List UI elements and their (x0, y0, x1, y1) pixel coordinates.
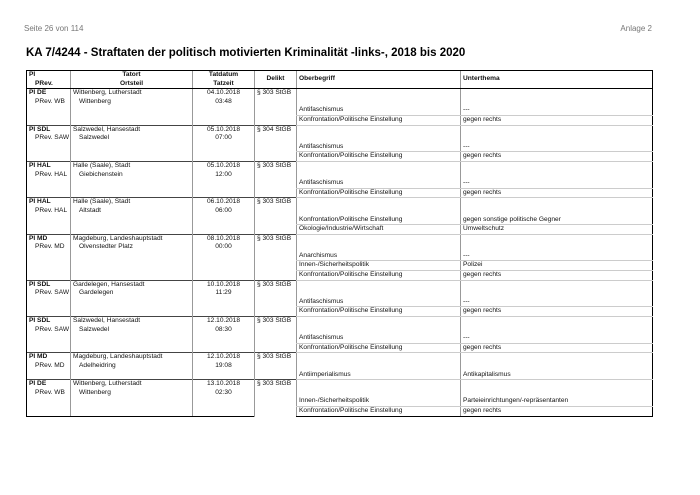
cell-empty (71, 115, 193, 125)
cell-empty (461, 289, 653, 298)
cell-empty (27, 334, 71, 343)
cell-delikt: § 303 StGB (255, 317, 297, 353)
table-row (27, 98, 653, 107)
cell-empty (193, 298, 255, 307)
cell-zeit: 03:48 (193, 98, 255, 107)
cell-empty (461, 389, 653, 398)
cell-pi: PI SDL (27, 125, 71, 134)
table-row (27, 243, 653, 252)
cell-pi: PI DE (27, 380, 71, 389)
theme-row (27, 334, 653, 343)
cell-zeit: 19:08 (193, 362, 255, 371)
cell-oberbegriff: Konfrontation/Politische Einstellung (297, 152, 461, 162)
cell-empty (71, 152, 193, 162)
cell-oberbegriff: Konfrontation/Politische Einstellung (297, 115, 461, 125)
cell-ortsteil: Wittenberg (71, 98, 193, 107)
theme-row (27, 261, 653, 271)
cell-prev: PRev. WB (27, 389, 71, 398)
cell-empty (193, 115, 255, 125)
cell-empty (193, 406, 255, 416)
table-row (27, 289, 653, 298)
cell-empty (193, 179, 255, 188)
cell-unterthema: --- (461, 179, 653, 188)
cell-empty (461, 161, 653, 170)
cell-datum: 04.10.2018 (193, 89, 255, 98)
theme-row (27, 252, 653, 261)
cell-delikt: § 303 StGB (255, 161, 297, 197)
cell-empty (193, 334, 255, 343)
col-header-oberbegriff: Oberbegriff (297, 71, 461, 89)
theme-row (27, 188, 653, 198)
cell-empty (193, 371, 255, 380)
cell-unterthema: gegen rechts (461, 188, 653, 198)
cell-delikt: § 303 StGB (255, 198, 297, 234)
cell-ortsteil: Salzwedel (71, 134, 193, 143)
theme-row (27, 307, 653, 317)
table-row (27, 362, 653, 371)
table-row (27, 207, 653, 216)
cell-zeit: 11:29 (193, 289, 255, 298)
cell-zeit: 08:30 (193, 326, 255, 335)
col-header-ortsteil: Ortsteil (71, 80, 193, 89)
table-row (27, 234, 653, 243)
cell-delikt: § 303 StGB (255, 234, 297, 280)
cell-empty (71, 225, 193, 235)
table-row (27, 389, 653, 398)
cell-empty (71, 334, 193, 343)
cell-empty (297, 243, 461, 252)
cell-datum: 05.10.2018 (193, 125, 255, 134)
cell-prev: PRev. SAW (27, 289, 71, 298)
cell-empty (461, 134, 653, 143)
table-row (27, 134, 653, 143)
cell-empty (27, 115, 71, 125)
cell-empty (27, 188, 71, 198)
cell-oberbegriff: Innen-/Sicherheitspolitik (297, 397, 461, 406)
cell-tatort: Gardelegen, Hansestadt (71, 280, 193, 289)
cell-empty (71, 397, 193, 406)
cell-datum: 10.10.2018 (193, 280, 255, 289)
cell-empty (297, 161, 461, 170)
cell-unterthema: --- (461, 106, 653, 115)
cell-tatort: Salzwedel, Hansestadt (71, 125, 193, 134)
cell-oberbegriff: Antifaschismus (297, 106, 461, 115)
cell-pi: PI HAL (27, 161, 71, 170)
cell-tatort: Halle (Saale), Stadt (71, 198, 193, 207)
cell-empty (71, 216, 193, 225)
cell-empty (71, 143, 193, 152)
cell-unterthema: Parteieinrichtungen/-repräsentanten (461, 397, 653, 406)
cell-oberbegriff: Antifaschismus (297, 179, 461, 188)
cell-empty (297, 317, 461, 326)
cell-unterthema: Polizei (461, 261, 653, 271)
cell-empty (461, 89, 653, 98)
page-counter: Seite 26 von 114 (24, 24, 84, 33)
cell-empty (27, 225, 71, 235)
document-title: KA 7/4244 - Straftaten der politisch motivierten Kriminalität -links-, 2018 bis 2020 (26, 47, 466, 59)
cell-empty (297, 362, 461, 371)
cell-delikt: § 303 StGB (255, 380, 297, 416)
cell-oberbegriff: Anarchismus (297, 252, 461, 261)
cell-empty (27, 106, 71, 115)
cell-empty (71, 271, 193, 281)
cell-empty (27, 152, 71, 162)
cell-ortsteil: Giebichenstein (71, 171, 193, 180)
cell-empty (27, 371, 71, 380)
cell-unterthema: gegen rechts (461, 152, 653, 162)
table-body (27, 89, 653, 416)
cell-prev: PRev. HAL (27, 171, 71, 180)
cell-empty (193, 271, 255, 281)
cell-empty (461, 317, 653, 326)
annex-label: Anlage 2 (620, 24, 652, 33)
theme-row (27, 115, 653, 125)
cell-unterthema: gegen rechts (461, 343, 653, 353)
cell-pi: PI SDL (27, 317, 71, 326)
table-row (27, 280, 653, 289)
cell-empty (297, 280, 461, 289)
cell-ortsteil: Olvenstedter Platz (71, 243, 193, 252)
cell-empty (461, 234, 653, 243)
cell-empty (297, 134, 461, 143)
theme-row (27, 298, 653, 307)
theme-row (27, 343, 653, 353)
cell-empty (193, 343, 255, 353)
cell-empty (193, 252, 255, 261)
table-row (27, 380, 653, 389)
cell-empty (297, 198, 461, 207)
cell-zeit: 07:00 (193, 134, 255, 143)
theme-row (27, 216, 653, 225)
cell-datum: 06.10.2018 (193, 198, 255, 207)
cell-ortsteil: Adelheidring (71, 362, 193, 371)
cell-empty (71, 307, 193, 317)
cell-empty (27, 271, 71, 281)
table-row (27, 161, 653, 170)
cell-empty (461, 326, 653, 335)
col-header-prev: PRev. (27, 80, 71, 89)
theme-row (27, 179, 653, 188)
cell-empty (193, 397, 255, 406)
cell-pi: PI HAL (27, 198, 71, 207)
table-row (27, 89, 653, 98)
cell-prev: PRev. SAW (27, 326, 71, 335)
cell-tatort: Halle (Saale), Stadt (71, 161, 193, 170)
cell-unterthema: --- (461, 143, 653, 152)
cell-tatort: Wittenberg, Lutherstadt (71, 89, 193, 98)
cell-tatort: Magdeburg, Landeshauptstadt (71, 353, 193, 362)
offense-table (26, 70, 653, 417)
cell-empty (297, 89, 461, 98)
col-header-tatdatum: Tatdatum (193, 71, 255, 80)
cell-empty (461, 362, 653, 371)
cell-tatort: Wittenberg, Lutherstadt (71, 380, 193, 389)
cell-empty (461, 243, 653, 252)
cell-empty (193, 225, 255, 235)
col-header-tatort: Tatort (71, 71, 193, 80)
cell-oberbegriff: Konfrontation/Politische Einstellung (297, 188, 461, 198)
cell-empty (27, 252, 71, 261)
cell-delikt: § 303 StGB (255, 353, 297, 380)
cell-oberbegriff: Konfrontation/Politische Einstellung (297, 271, 461, 281)
cell-unterthema: gegen sonstige politische Gegner (461, 216, 653, 225)
cell-datum: 05.10.2018 (193, 161, 255, 170)
cell-empty (193, 106, 255, 115)
cell-empty (27, 307, 71, 317)
col-header-tatzeit: Tatzeit (193, 80, 255, 89)
cell-empty (27, 343, 71, 353)
cell-empty (27, 397, 71, 406)
cell-datum: 13.10.2018 (193, 380, 255, 389)
cell-oberbegriff: Antiimperialismus (297, 371, 461, 380)
cell-oberbegriff: Innen-/Sicherheitspolitik (297, 261, 461, 271)
cell-oberbegriff: Konfrontation/Politische Einstellung (297, 307, 461, 317)
theme-row (27, 152, 653, 162)
cell-empty (193, 307, 255, 317)
theme-row (27, 371, 653, 380)
cell-empty (297, 289, 461, 298)
cell-empty (461, 353, 653, 362)
cell-empty (71, 261, 193, 271)
cell-prev: PRev. WB (27, 98, 71, 107)
theme-row (27, 406, 653, 416)
cell-empty (461, 198, 653, 207)
cell-empty (193, 143, 255, 152)
table-row (27, 198, 653, 207)
cell-pi: PI MD (27, 234, 71, 243)
cell-empty (461, 125, 653, 134)
cell-zeit: 02:30 (193, 389, 255, 398)
cell-empty (71, 406, 193, 416)
cell-datum: 12.10.2018 (193, 353, 255, 362)
cell-delikt: § 304 StGB (255, 125, 297, 161)
col-header-unterthema: Unterthema (461, 71, 653, 89)
cell-unterthema: --- (461, 252, 653, 261)
col-header-delikt: Delikt (255, 71, 297, 89)
table-row (27, 353, 653, 362)
cell-unterthema: Antikapitalismus (461, 371, 653, 380)
cell-empty (297, 326, 461, 335)
cell-oberbegriff: Antifaschismus (297, 143, 461, 152)
cell-unterthema: Umweltschutz (461, 225, 653, 235)
cell-zeit: 06:00 (193, 207, 255, 216)
cell-empty (71, 188, 193, 198)
cell-ortsteil: Wittenberg (71, 389, 193, 398)
table-row (27, 317, 653, 326)
cell-empty (193, 261, 255, 271)
cell-empty (461, 380, 653, 389)
cell-empty (461, 171, 653, 180)
cell-empty (27, 298, 71, 307)
cell-ortsteil: Salzwedel (71, 326, 193, 335)
theme-row (27, 143, 653, 152)
cell-empty (297, 171, 461, 180)
theme-row (27, 225, 653, 235)
table-row (27, 125, 653, 134)
cell-empty (71, 179, 193, 188)
cell-empty (27, 406, 71, 416)
cell-empty (461, 280, 653, 289)
cell-empty (297, 98, 461, 107)
col-header-pi: PI (27, 71, 71, 80)
cell-empty (71, 106, 193, 115)
cell-prev: PRev. MD (27, 362, 71, 371)
cell-unterthema: gegen rechts (461, 406, 653, 416)
cell-prev: PRev. MD (27, 243, 71, 252)
cell-unterthema: gegen rechts (461, 271, 653, 281)
theme-row (27, 397, 653, 406)
cell-empty (71, 343, 193, 353)
cell-empty (297, 207, 461, 216)
cell-unterthema: --- (461, 334, 653, 343)
cell-ortsteil: Gardelegen (71, 289, 193, 298)
cell-oberbegriff: Konfrontation/Politische Einstellung (297, 343, 461, 353)
cell-prev: PRev. HAL (27, 207, 71, 216)
cell-prev: PRev. SAW (27, 134, 71, 143)
theme-row (27, 271, 653, 281)
cell-oberbegriff: Ökologie/Industrie/Wirtschaft (297, 225, 461, 235)
cell-datum: 12.10.2018 (193, 317, 255, 326)
cell-empty (193, 216, 255, 225)
cell-empty (27, 261, 71, 271)
cell-empty (71, 298, 193, 307)
cell-empty (27, 216, 71, 225)
cell-oberbegriff: Antifaschismus (297, 334, 461, 343)
cell-empty (71, 371, 193, 380)
cell-oberbegriff: Konfrontation/Politische Einstellung (297, 406, 461, 416)
cell-ortsteil: Altstadt (71, 207, 193, 216)
cell-empty (461, 98, 653, 107)
cell-pi: PI SDL (27, 280, 71, 289)
cell-pi: PI MD (27, 353, 71, 362)
cell-unterthema: gegen rechts (461, 307, 653, 317)
cell-empty (27, 179, 71, 188)
cell-oberbegriff: Konfrontation/Politische Einstellung (297, 216, 461, 225)
cell-empty (297, 380, 461, 389)
cell-tatort: Salzwedel, Hansestadt (71, 317, 193, 326)
cell-empty (297, 389, 461, 398)
cell-empty (71, 252, 193, 261)
cell-zeit: 12:00 (193, 171, 255, 180)
cell-pi: PI DE (27, 89, 71, 98)
theme-row (27, 106, 653, 115)
cell-empty (461, 207, 653, 216)
cell-empty (297, 234, 461, 243)
cell-oberbegriff: Antifaschismus (297, 298, 461, 307)
cell-empty (193, 152, 255, 162)
cell-unterthema: gegen rechts (461, 115, 653, 125)
cell-empty (297, 125, 461, 134)
cell-unterthema: --- (461, 298, 653, 307)
cell-empty (193, 188, 255, 198)
cell-delikt: § 303 StGB (255, 89, 297, 125)
cell-empty (27, 143, 71, 152)
table-row (27, 326, 653, 335)
cell-tatort: Magdeburg, Landeshauptstadt (71, 234, 193, 243)
cell-empty (297, 353, 461, 362)
cell-delikt: § 303 StGB (255, 280, 297, 316)
cell-zeit: 00:00 (193, 243, 255, 252)
cell-datum: 08.10.2018 (193, 234, 255, 243)
table-row (27, 171, 653, 180)
